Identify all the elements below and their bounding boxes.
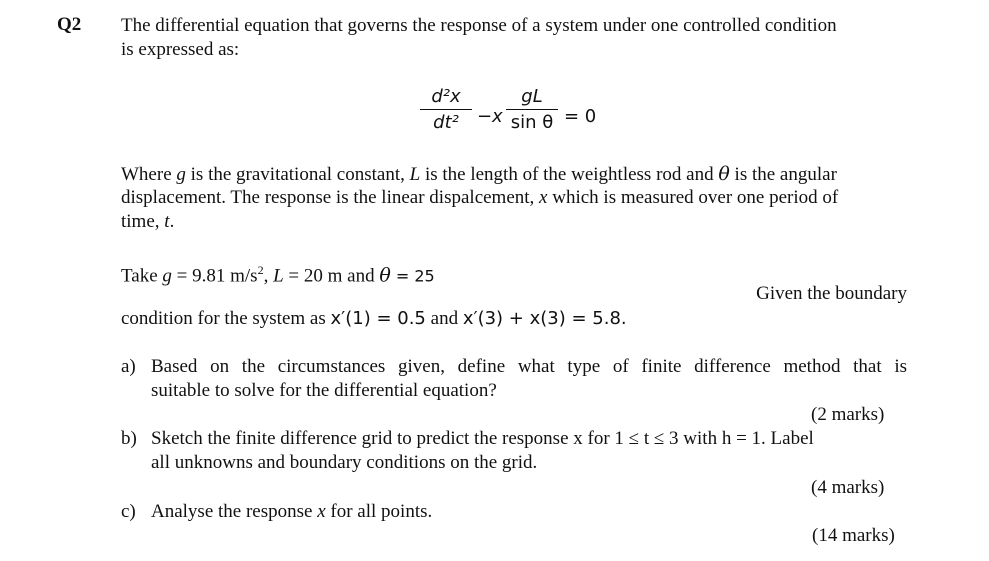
var-L: L [409,164,421,185]
where-line-1 [121,162,837,187]
part-a-marks: (2 marks) [811,404,885,425]
where-text: is the gravitational constant, [185,164,410,185]
part-c-text: for all points. [325,501,433,522]
second-derivative-numerator: d²x [431,86,461,107]
var-theta: θ [718,163,730,185]
where-text: which is measured over one period of [547,187,839,208]
part-b-line-1: Sketch the finite difference grid to predict the response x for 1 ≤ t ≤ 3 with h = 1. Label [151,428,814,449]
given-boundary-text: Given the boundary [756,283,907,304]
part-c-marks: (14 marks) [812,525,895,546]
where-text: is the length of the weightless rod and [420,164,719,185]
g-exponent: 2 [257,263,264,277]
intro-line-1: The differential equation that governs the response of a system under one controlled condition [121,15,837,36]
take-prefix: Take [121,265,163,287]
where-text: . [169,211,175,232]
var-x: x [539,187,548,208]
where-text: time, [121,211,165,232]
part-c-text: Analyse the response [151,501,318,522]
part-a-line-1: Based on the circumstances given, define what type of finite difference method that is [151,356,907,377]
where-text: displacement. The response is the linear dispalcement, [121,187,540,208]
where-line-3 [121,210,174,234]
intro-line-2: is expressed as: [121,39,240,60]
boundary-condition-line [121,307,627,331]
equals-zero: = 0 [564,106,597,127]
part-a-line-2: suitable to solve for the differential equation? [151,380,497,401]
part-b-line-2: all unknowns and boundary conditions on the grid. [151,452,538,473]
boundary-condition-1: x′(1) = 0.5 [330,308,426,329]
gl-numerator: gL [521,86,543,107]
differential-equation [420,86,620,146]
question-number: Q2 [57,14,82,35]
second-derivative-denominator: dt² [433,112,459,133]
where-line-2 [121,186,838,210]
equation-x: x [492,106,503,127]
second-derivative-fraction [420,86,472,134]
var-theta: θ [379,264,391,287]
var-t: t [164,211,170,232]
part-c-label: c) [121,501,136,522]
part-c-line-1 [151,500,432,524]
L-value: = 20 m and [283,265,380,287]
fraction-bar [420,109,472,110]
var-x: x [317,501,326,522]
part-b-marks: (4 marks) [811,477,885,498]
fraction-bar [506,109,558,110]
minus-sign: − [477,106,493,127]
var-L: L [273,265,284,287]
var-g: g [176,164,186,185]
g-value: = 9.81 m/s [171,265,258,287]
boundary-text: condition for the system as [121,308,331,329]
theta-value: = 25 [390,266,435,286]
separator: , [263,265,274,287]
part-b-label: b) [121,428,137,449]
boundary-and: and [425,308,463,329]
var-g: g [162,265,172,287]
where-text: Where [121,164,177,185]
sin-theta-denominator: sin θ [510,112,554,133]
given-values-line [121,258,435,288]
part-a-label: a) [121,356,136,377]
boundary-condition-2: x′(3) + x(3) = 5.8. [462,308,627,329]
gl-over-sin-fraction [506,86,558,134]
where-text: is the angular [729,164,837,185]
